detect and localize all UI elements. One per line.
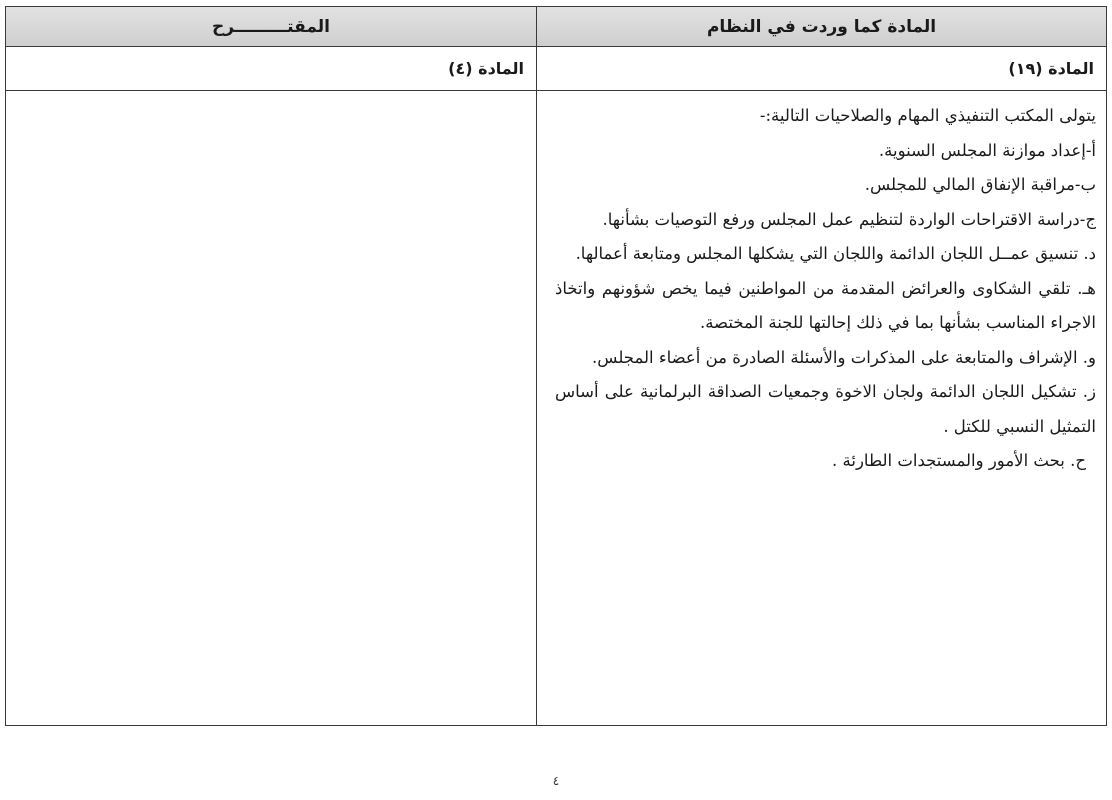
page-number: ٤ — [552, 774, 560, 788]
article-item: و. الإشراف والمتابعة على المذكرات والأسئلة الصادرة من أعضاء المجلس. — [592, 347, 1096, 367]
proposed-article-text — [6, 91, 536, 725]
proposed-article-number: المادة (٤) — [448, 59, 524, 78]
header-original-text: المادة كما وردت في النظام — [536, 7, 1106, 46]
article-item: ز. تشكيل اللجان الدائمة ولجان الاخوة وجمعيات الصداقة البرلمانية على أساس التمثيل النسبي للكتل . — [555, 382, 1096, 436]
comparison-table — [5, 6, 1107, 726]
article-item: أ-إعداد موازنة المجلس السنوية. — [878, 140, 1096, 160]
original-article-text — [536, 91, 1106, 725]
article-body-row — [6, 91, 1106, 725]
table-header-row — [6, 7, 1106, 47]
article-item: ج-دراسة الاقتراحات الواردة لتنظيم عمل المجلس ورفع التوصيات بشأنها. — [602, 209, 1096, 229]
header-proposed-text: المقتـــــــــرح — [6, 7, 536, 46]
article-intro: يتولى المكتب التنفيذي المهام والصلاحيات التالية:- — [759, 106, 1096, 125]
article-item: ب-مراقبة الإنفاق المالي للمجلس. — [864, 175, 1096, 194]
article-item: د. تنسيق عمــل اللجان الدائمة واللجان التي يشكلها المجلس ومتابعة أعمالها. — [575, 244, 1096, 263]
article-item: هـ. تلقي الشكاوى والعرائض المقدمة من المواطنين فيما يخص شؤونهم واتخاذ الاجراء المناسب بشأنها بما في ذلك إحالتها للجنة المختصة. — [555, 278, 1096, 332]
article-number-row — [6, 47, 1106, 91]
article-item: ح. بحث الأمور والمستجدات الطارئة . — [832, 451, 1086, 470]
original-article-number: المادة (١٩) — [536, 47, 1106, 90]
